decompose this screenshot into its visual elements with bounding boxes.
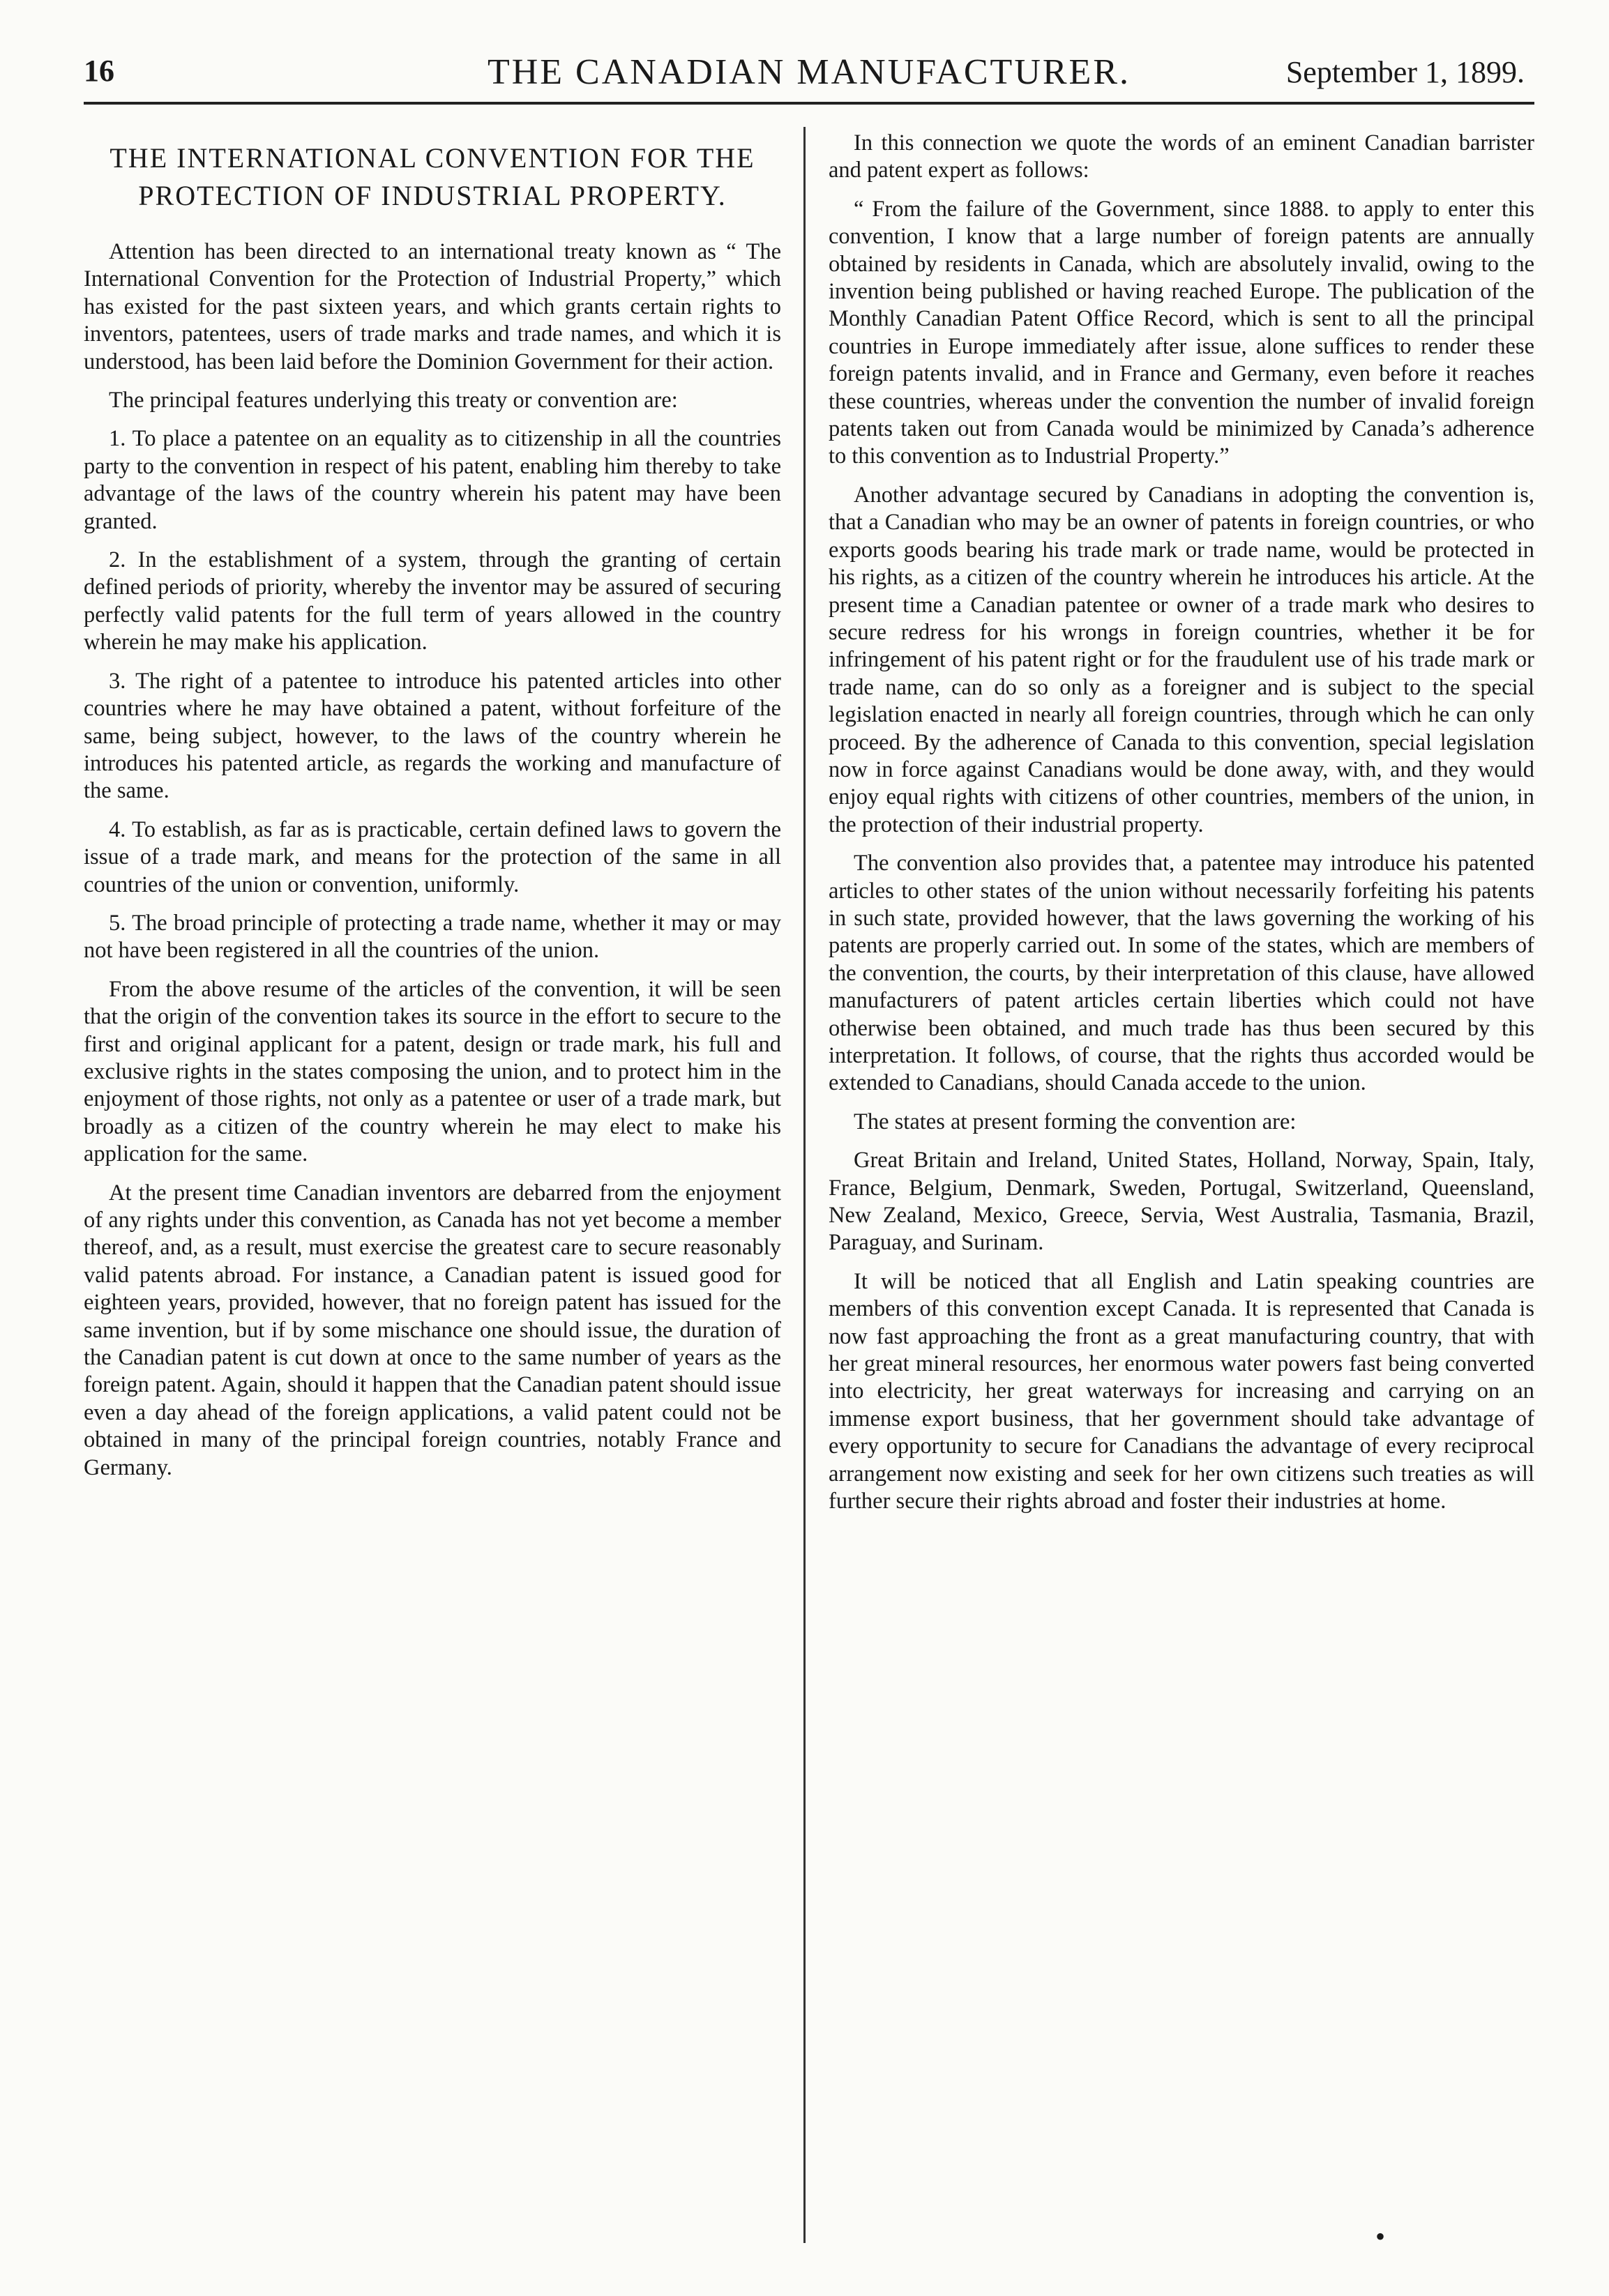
right-column — [829, 130, 1534, 1527]
paragraph-intro: Attention has been directed to an international treaty known as “ The International Convention for the Protection of Industrial Property,” which has existed for the past sixteen years, and which grants certain rights to inventors, patentees, users of trade marks and trade names, and which it is understood, has been laid before the Dominion Government for their action. — [84, 239, 781, 374]
paragraph-quote: “ From the failure of the Government, since 1888. to apply to enter this convention, I know that a large number of foreign patents are annually obtained by residents in Canada, which are absolutely invalid, owing to the invention being published or having reached Europe. The publication of the Monthly Canadian Patent Office Record, which is sent to all the principal countries in Europe immediately after issue, alone suffices to render these foreign patents invalid, and in France and Germany, even before it reaches these countries, whereas under the convention the number of invalid foreign patents taken out from Canada would be minimized by Canada’s adherence to this convention as to Industrial Property.” — [829, 196, 1534, 469]
page-header — [84, 46, 1534, 105]
article-title — [84, 139, 781, 215]
paragraph-features-lead: The principal features underlying this treaty or convention are: — [109, 388, 678, 413]
paragraph-feature-1: 1. To place a patentee on an equality as to citizenship in all the countries party to the convention in respect of his patent, enabling him thereby to take advantage of the laws of the country wherein his patent may have been granted. — [84, 426, 781, 534]
paragraph-canadian-inventors: At the present time Canadian inventors are debarred from the enjoyment of any rights under this convention, as Canada has not yet become a member thereof, and, as a result, must exercise the greatest care to secure reasonably valid patents abroad. For instance, a Canadian patent is issued good for eighteen years, provided, however, that no foreign patent has issued for the same invention, but if by some mischance one should issue, the duration of the Canadian patent is cut down at once to the same number of years as the foreign patent. Again, should it happen that the Canadian patent should issue even a day ahead of the foreign applications, a valid patent could not be obtained in many of the principal foreign countries, notably France and Germany. — [84, 1180, 781, 1480]
end-dot-mark: • — [1375, 2221, 1386, 2252]
paragraph-feature-3: 3. The right of a patentee to introduce his patented articles into other countries where he may have obtained a patent, without forfeiture of the same, being subject, however, to the laws of the country wherein he introduces his patented article, as regards the working and manufacture of the same. — [84, 668, 781, 804]
paragraph-resume: From the above resume of the articles of the convention, it will be seen that the origin of the convention takes its source in the effort to secure to the first and original applicant for a patent, design or trade mark, his full and exclusive rights in the states composing the union, and to protect him in the enjoyment of those rights, not only as a patentee or user of a trade mark, but broadly as a citizen of the country wherein he may elect to make his application for the same. — [84, 976, 781, 1167]
paragraph-feature-2: 2. In the establishment of a system, through the granting of certain defined periods of priority, whereby the inventor may be assured of securing perfectly valid patents for the full term of years allowed in the country wherein he may make his application. — [84, 547, 781, 655]
issue-date: September 1, 1899. — [1285, 55, 1525, 89]
paragraph-states-list: Great Britain and Ireland, United States, Holland, Norway, Spain, Italy, France, Belgium, Denmark, Sweden, Portugal, Switzerland, Queensland, New Zealand, Mexico, Greece, Servia, West Australia, Tasmania, Brazil, Paraguay, and Surinam. — [829, 1148, 1534, 1256]
publication-title: THE CANADIAN MANUFACTURER. — [487, 52, 1131, 92]
left-column — [84, 130, 781, 1493]
article-title-line-1: THE INTERNATIONAL CONVENTION FOR THE — [109, 142, 755, 174]
paragraph-advantage: Another advantage secured by Canadians in adopting the convention is, that a Canadian who may be an owner of patents in foreign countries, or who exports goods bearing his trade mark or trade name, would be protected in his rights, as a citizen of the country wherein he introduces his article. At the present time a Canadian patentee or owner of a trade mark who desires to secure redress for his wrongs in foreign countries, whether it be for infringement of his patent right or for the fraudulent use of his trade mark or trade name, can do so only as a foreigner and is subject to the special legislation enacted in nearly all foreign countries, through which he can only proceed. By the adherence of Canada to this convention, special legislation now in force against Canadians would be done away, with, and they would enjoy equal rights with citizens of other countries, members of the union, in the protection of their industrial property. — [829, 482, 1534, 837]
paragraph-provisions: The convention also provides that, a patentee may introduce his patented articles to other states of the union without necessarily forfeiting his patents in such state, provided however, that the laws governing the working of his patents are properly carried out. In some of the states, which are members of the convention, the courts, by their interpretation of this clause, have allowed manufacturers of patent articles certain liberties which could not have otherwise been obtained, and much trade has thus been secured by this interpretation. It follows, of course, that the rights thus accorded would be extended to Canadians, should Canada accede to the union. — [829, 851, 1534, 1096]
paragraph-states-lead: The states at present forming the convention are: — [854, 1109, 1297, 1134]
paragraph-feature-5: 5. The broad principle of protecting a trade name, whether it may or may not have been registered in all the countries of the union. — [84, 910, 781, 964]
column-divider — [803, 127, 806, 2243]
paragraph-conclusion: It will be noticed that all English and Latin speaking countries are members of this convention except Canada. It is represented that Canada is now fast approaching the front as a great manufacturing country, that with her great mineral resources, her enormous water powers fast being converted into electricity, her great waterways for increasing and carrying on an immense export business, that her government should take advantage of every opportunity to secure for Canadians the advantage of every reciprocal arrangement now existing and seek for her own citizens such treaties as will further secure their rights abroad and foster their industries at home. — [829, 1268, 1534, 1514]
page-number: 16 — [84, 54, 114, 88]
paragraph-feature-4: 4. To establish, as far as is practicable, certain defined laws to govern the issue of a trade mark, and means for the protection of the same in all countries of the union or convention, uniformly. — [84, 816, 781, 897]
paragraph-quote-intro: In this connection we quote the words of an eminent Canadian barrister and patent expert as follows: — [829, 130, 1534, 183]
article-title-line-2: PROTECTION OF INDUSTRIAL PROPERTY. — [138, 180, 727, 211]
